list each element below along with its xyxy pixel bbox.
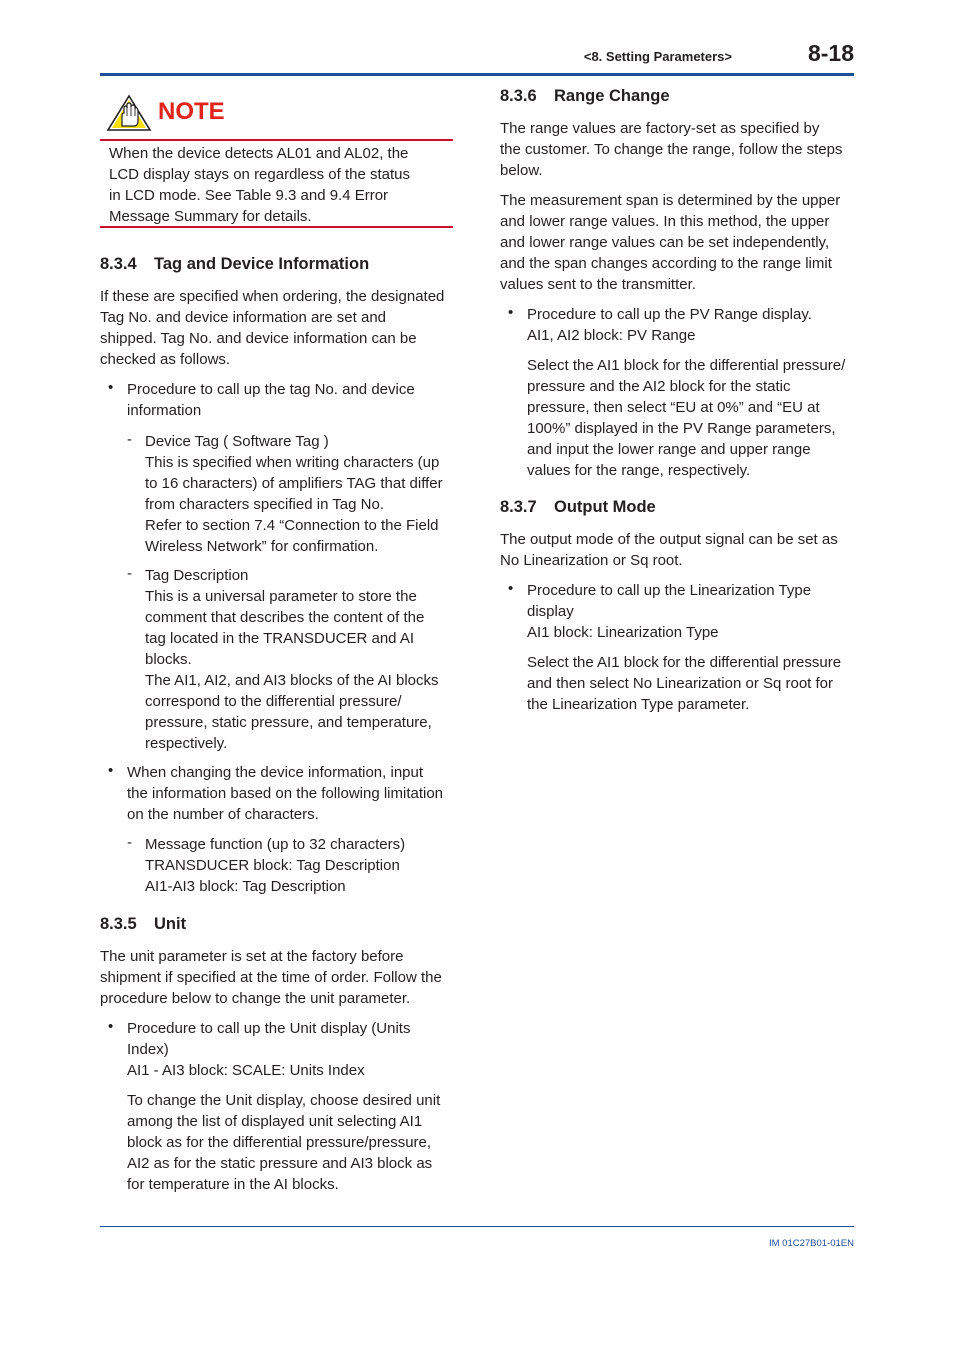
section-heading-output-mode: 8.3.7 Output Mode (500, 498, 656, 516)
sub-item-tag-description: Tag Description This is a universal parameter to store the comment that describes the content of the tag located in the TRANSDUCER and AI blocks. The AI1, AI2, and AI3 blocks of the AI blocks correspond to the differential pressure/ pressure, static pressure, and temperature, respectively. (145, 567, 439, 752)
section-heading-range-change: 8.3.6 Range Change (500, 87, 670, 105)
paragraph: If these are specified when ordering, the designated Tag No. and device information are set and shipped. Tag No. and device information can be checked as follows. (100, 288, 445, 368)
note-top-rule (100, 139, 453, 141)
header-rule (100, 73, 854, 76)
note-title: NOTE (158, 98, 225, 125)
footer-rule (100, 1226, 854, 1227)
bullet-item: Procedure to call up the tag No. and device information (127, 381, 415, 419)
paragraph: To change the Unit display, choose desired unit among the list of displayed unit selecting AI1 block as for the differential pressure/pressure, AI2 as for the static pressure and AI3 block as for temperature in the AI blocks. (127, 1092, 441, 1193)
dash-marker: - (127, 431, 132, 448)
paragraph: Select the AI1 block for the differential pressure/ pressure and the AI2 block for the static pressure, then select “EU at 0%” and “EU at 100%” displayed in the PV Range parameters, and input the lower range and upper range values for the range, respectively. (527, 357, 846, 479)
bullet-marker: • (508, 304, 514, 321)
note-body: When the device detects AL01 and AL02, the LCD display stays on regardless of the status in LCD mode. See Table 9.3 and 9.4 Error Message Summary for details. (109, 145, 410, 225)
paragraph: Select the AI1 block for the differential pressure and then select No Linearization or Sq root for the Linearization Type parameter. (527, 654, 842, 713)
bullet-item: Procedure to call up the Linearization Type display AI1 block: Linearization Type (527, 582, 812, 641)
section-heading-unit: 8.3.5 Unit (100, 915, 187, 933)
hand-warning-icon (106, 94, 152, 132)
document-id: IM 01C27B01-01EN (768, 1238, 854, 1249)
dash-marker: - (127, 565, 132, 582)
dash-marker: - (127, 834, 132, 851)
bullet-marker: • (508, 580, 514, 597)
sub-item-device-tag: Device Tag ( Software Tag ) This is specified when writing characters (up to 16 characters) of amplifiers TAG that differ from characters specified in Tag No. Refer to section 7.4 “Connection to the Field Wireless Network” for confirmation. (145, 433, 443, 555)
section-heading-tag-device-info: 8.3.4 Tag and Device Information (100, 255, 370, 273)
bullet-item: Procedure to call up the Unit display (Units Index) AI1 - AI3 block: SCALE: Units Index (127, 1020, 411, 1079)
bullet-marker: • (108, 1018, 114, 1035)
paragraph: The range values are factory-set as specified by the customer. To change the range, follow the steps below. (500, 120, 843, 179)
page-number: 8-18 (807, 40, 854, 66)
bullet-item: Procedure to call up the PV Range display. AI1, AI2 block: PV Range (527, 306, 812, 344)
paragraph: The output mode of the output signal can be set as No Linearization or Sq root. (500, 531, 838, 569)
bullet-marker: • (108, 762, 114, 779)
bullet-item: When changing the device information, input the information based on the following limitation on the number of characters. (127, 764, 444, 823)
paragraph: The measurement span is determined by the upper and lower range values. In this method, the upper and lower range values can be set independently, and the span changes according to the range limit values sent to the transmitter. (500, 192, 841, 293)
paragraph: The unit parameter is set at the factory before shipment if specified at the time of order. Follow the procedure below to change the unit parameter. (100, 948, 442, 1007)
sub-item-message-function: Message function (up to 32 characters) TRANSDUCER block: Tag Description AI1-AI3 block: Tag Description (145, 836, 406, 895)
bullet-marker: • (108, 379, 114, 396)
running-header: <8. Setting Parameters> (583, 49, 732, 64)
